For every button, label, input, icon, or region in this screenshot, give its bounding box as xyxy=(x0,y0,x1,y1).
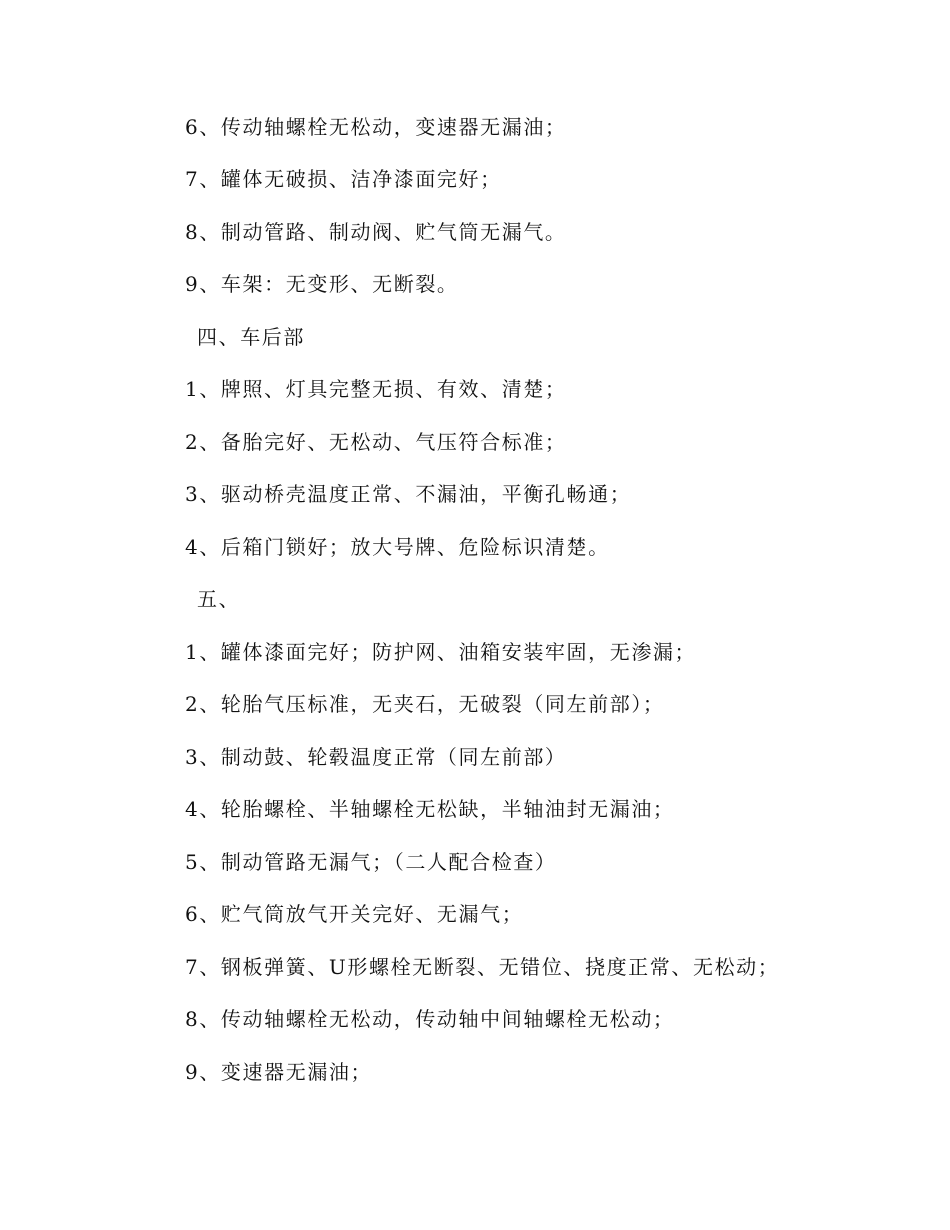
list-item: 8、制动管路、制动阀、贮气筒无漏气。 xyxy=(185,220,567,244)
section-heading: 五、 xyxy=(197,587,241,611)
list-item: 6、贮气筒放气开关完好、无漏气； xyxy=(185,902,524,926)
list-item: 2、备胎完好、无松动、气压符合标准； xyxy=(185,430,567,454)
list-item: 6、传动轴螺栓无松动，变速器无漏油； xyxy=(185,115,567,139)
list-item: 8、传动轴螺栓无松动，传动轴中间轴螺栓无松动； xyxy=(185,1007,675,1031)
list-item: 7、罐体无破损、洁净漆面完好； xyxy=(185,167,502,191)
list-item: 4、轮胎螺栓、半轴螺栓无松缺，半轴油封无漏油； xyxy=(185,797,675,821)
list-item: 9、变速器无漏油； xyxy=(185,1060,373,1084)
list-item: 9、车架：无变形、无断裂。 xyxy=(185,272,459,296)
list-item: 1、罐体漆面完好；防护网、油箱安装牢固，无渗漏； xyxy=(185,640,697,664)
list-item: 3、制动鼓、轮毂温度正常（同左前部） xyxy=(185,745,567,769)
list-item: 7、钢板弹簧、U形螺栓无断裂、无错位、挠度正常、无松动； xyxy=(185,955,780,979)
list-item: 2、轮胎气压标准，无夹石，无破裂（同左前部）； xyxy=(185,692,665,716)
list-item: 1、牌照、灯具完整无损、有效、清楚； xyxy=(185,377,567,401)
section-heading: 四、车后部 xyxy=(197,325,305,349)
list-item: 3、驱动桥壳温度正常、不漏油，平衡孔畅通； xyxy=(185,482,632,506)
list-item: 4、后箱门锁好；放大号牌、危险标识清楚。 xyxy=(185,535,610,559)
list-item: 5、制动管路无漏气；（二人配合检查） xyxy=(185,850,557,874)
